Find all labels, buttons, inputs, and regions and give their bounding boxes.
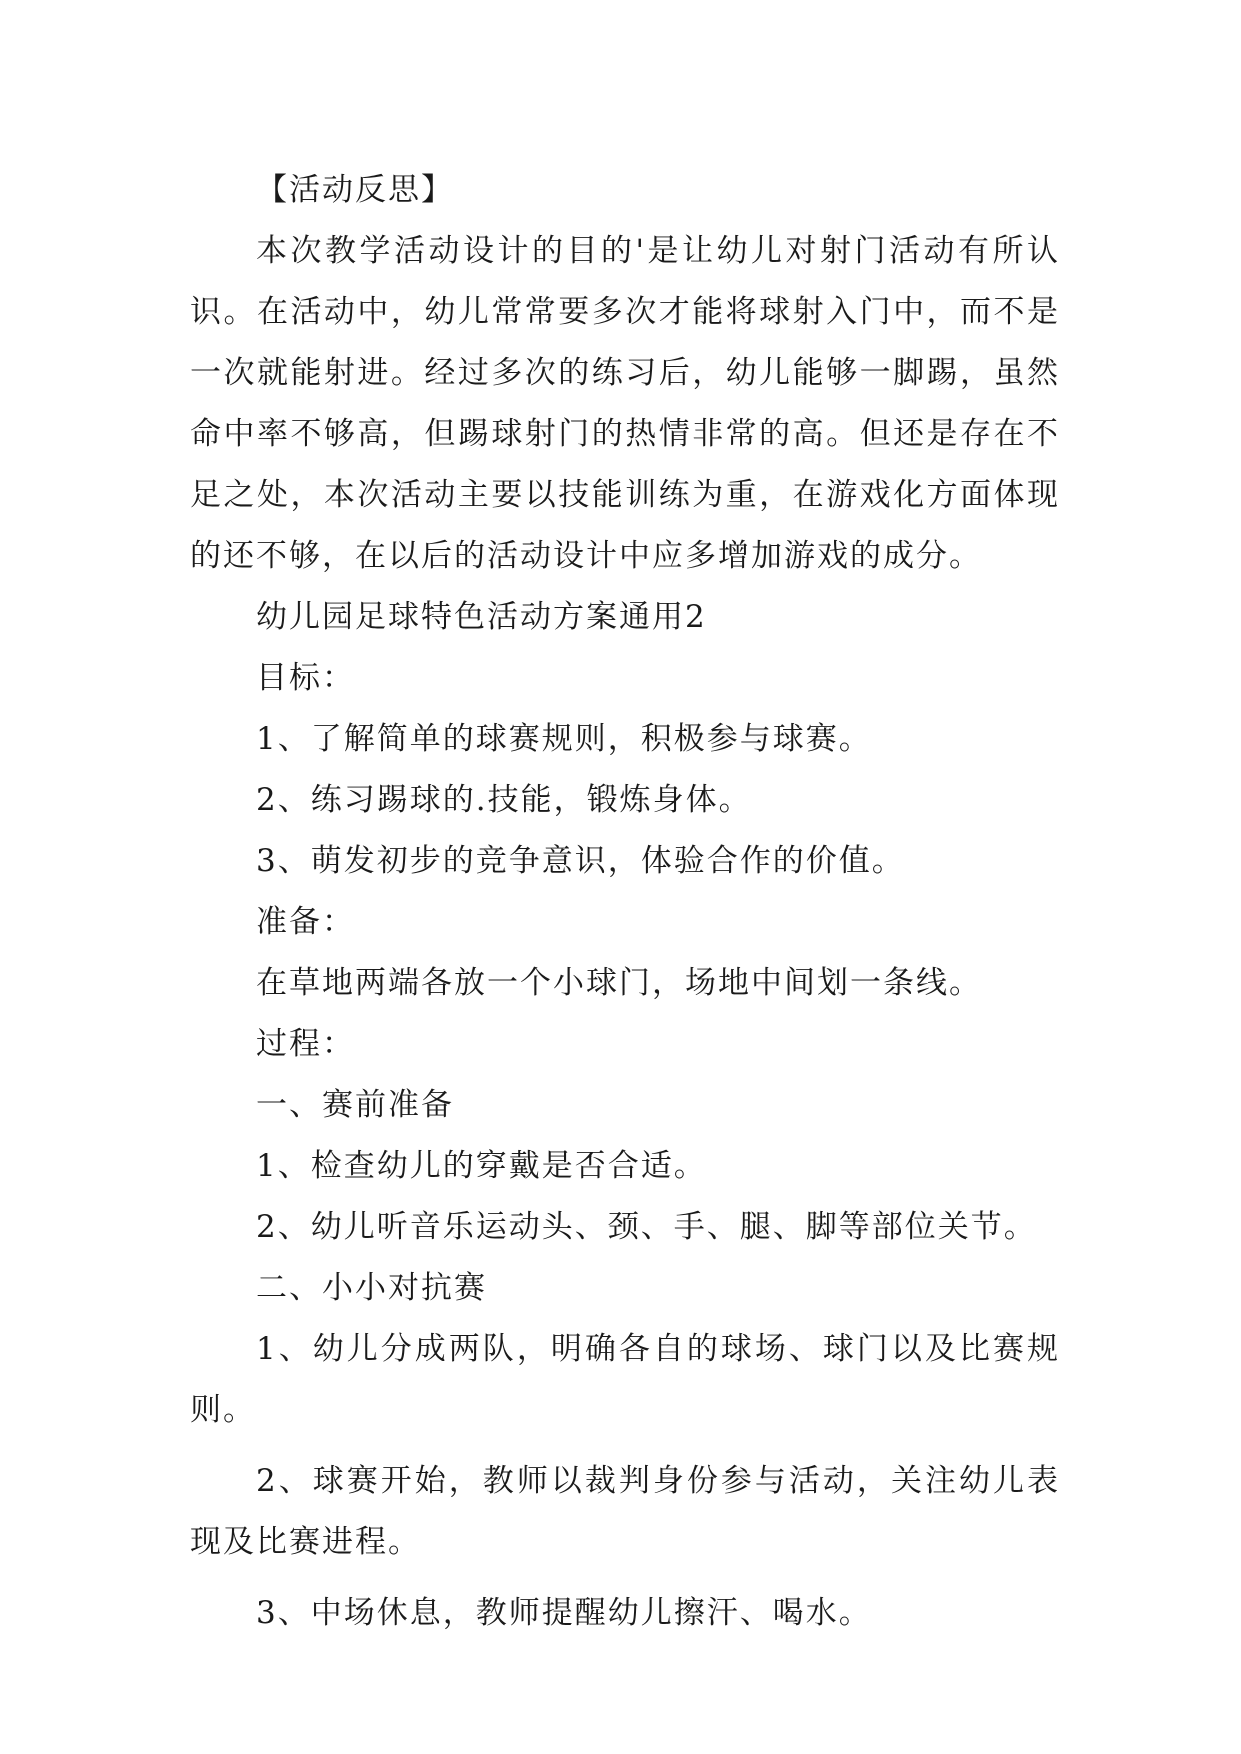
- preparation-heading: 准备：: [256, 904, 355, 940]
- preparation-text: 在草地两端各放一个小球门，场地中间划一条线。: [256, 965, 982, 1001]
- goal-item-3: 3、萌发初步的竞争意识，体验合作的价值。: [256, 843, 905, 879]
- process-section-2-item-3: 3、中场休息，教师提醒幼儿擦汗、喝水。: [256, 1595, 872, 1631]
- document-body: [190, 160, 1060, 1644]
- plan-title: 幼儿园足球特色活动方案通用2: [256, 599, 707, 635]
- reflection-paragraph: 本次教学活动设计的目的'是让幼儿对射门活动有所认识。在活动中，幼儿常常要多次才能将球射入门中，而不是一次就能射进。经过多次的练习后，幼儿能够一脚踢，虽然命中率不够高，但踢球射门的热情非常的高。但还是存在不足之处，本次活动主要以技能训练为重，在游戏化方面体现的还不够，在以后的活动设计中应多增加游戏的成分。: [190, 233, 1060, 574]
- goals-heading: 目标：: [256, 660, 355, 696]
- process-section-1-item-2: 2、幼儿听音乐运动头、颈、手、腿、脚等部位关节。: [256, 1209, 1037, 1245]
- process-section-2-item-2: 2、球赛开始，教师以裁判身份参与活动，关注幼儿表现及比赛进程。: [190, 1463, 1060, 1560]
- goal-item-2: 2、练习踢球的.技能，锻炼身体。: [256, 782, 752, 818]
- goal-item-1: 1、了解简单的球赛规则，积极参与球赛。: [256, 721, 872, 757]
- paragraph-gap: [190, 1441, 1060, 1451]
- paragraph-gap: [190, 1573, 1060, 1583]
- process-section-2-item-1: 1、幼儿分成两队，明确各自的球场、球门以及比赛规则。: [190, 1331, 1060, 1428]
- process-section-1-item-1: 1、检查幼儿的穿戴是否合适。: [256, 1148, 707, 1184]
- process-heading: 过程：: [256, 1026, 355, 1062]
- section-heading-reflection: 【活动反思】: [256, 172, 454, 208]
- process-section-1-heading: 一、赛前准备: [256, 1087, 454, 1123]
- process-section-2-heading: 二、小小对抗赛: [256, 1270, 487, 1306]
